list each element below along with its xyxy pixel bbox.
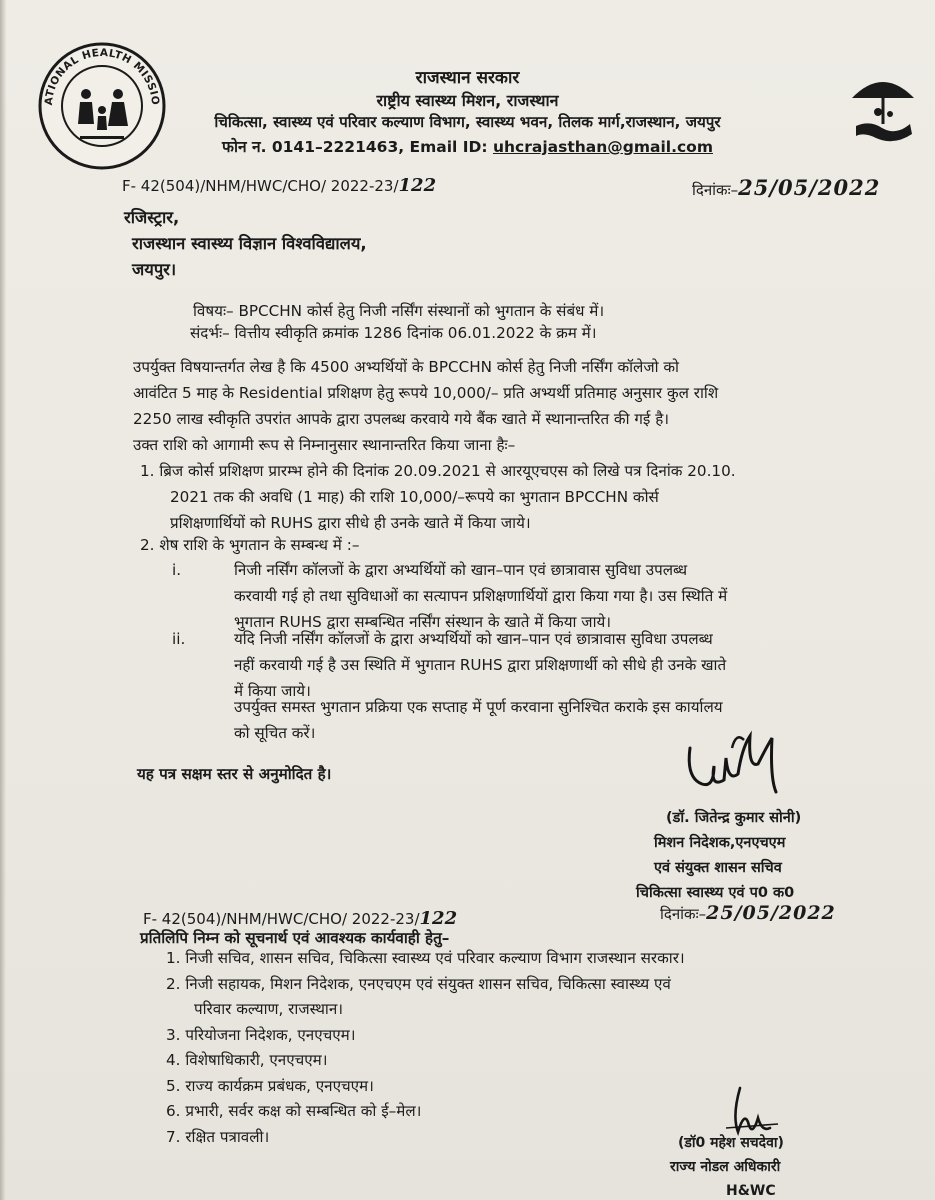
signature-mission-director [680,718,800,808]
addressee-line: रजिस्ट्रार, [124,208,180,227]
copy-ref [143,908,457,929]
point-1-line: 1. ब्रिज कोर्स प्रशिक्षण प्रारम्भ होने की दिनांक 20.09.2021 से आरयूएचएस को लिखे पत्र दिनांक 20.10. [140,462,736,480]
signatory-name: (डॉ. जितेन्द्र कुमार सोनी) [666,810,802,826]
sub-point-i-line: निजी नर्सिंग कॉलजों के द्वारा अभ्यर्थियों को खान–पान एवं छात्रावास सुविधा उपलब्ध [234,561,688,579]
point-1 [140,458,736,536]
letter-date-label: दिनांकः– [692,181,739,199]
copy-date-label: दिनांकः– [660,905,707,923]
header-mission: राष्ट्रीय स्वास्थ्य मिशन, राजस्थान [376,91,559,110]
header-email: uhcrajasthan@gmail.com [492,138,713,156]
sub-point-ii-line: यदि निजी नर्सिंग कॉलजों के द्वारा अभ्यर्थियों को खान–पान एवं छात्रावास सुविधा उपलब्ध [234,630,713,648]
point-1-line: 2021 तक की अवधि (1 माह) की राशि 10,000/–रूपये का भुगतान BPCCHN कोर्स [170,488,659,506]
letter-ref-handwritten: 122 [398,175,437,196]
sub-point-i-number: i. [172,561,182,579]
copy-ref-number: F- 42(504)/NHM/HWC/CHO/ 2022-23/ [143,910,420,928]
closing-line: उपर्युक्त समस्त भुगतान प्रक्रिया एक सप्ताह में पूर्ण करवाना सुनिश्चित कराके इस कार्यालय [234,698,723,716]
letter-ref [122,175,436,196]
copy-ref-handwritten: 122 [419,908,458,929]
signatory-designation: एवं संयुक्त शासन सचिव [654,860,782,876]
copy-signatory-designation: राज्य नोडल अधिकारी [670,1159,781,1175]
copy-signatory-unit: H&WC [726,1183,776,1199]
letter-date-handwritten: 25/05/2022 [738,175,881,200]
copy-list-item: 2. निजी सहायक, मिशन निदेशक, एनएचएम एवं संयुक्त शासन सचिव, चिकित्सा स्वास्थ्य एवं [166,974,671,993]
copy-date [660,902,836,924]
copy-list-item: 4. विशेषाधिकारी, एनएचएम। [166,1051,328,1069]
sub-point-ii-line: नहीं करवायी गई है उस स्थिति में भुगतान RUHS द्वारा प्रशिक्षणार्थी को सीधे ही उनके खाते [234,656,727,674]
addressee-line: जयपुर। [132,260,177,279]
copy-list-item: 6. प्रभारी, सर्वर कक्ष को सम्बन्धित को ई–मेल। [166,1102,422,1120]
copy-list-item: 5. राज्य कार्यक्रम प्रबंधक, एनएचएम। [166,1076,374,1095]
copy-date-handwritten: 25/05/2022 [706,902,836,924]
header-department: चिकित्सा, स्वास्थ्य एवं परिवार कल्याण विभाग, स्वास्थ्य भवन, तिलक मार्ग,राजस्थान, जयपुर [214,113,721,131]
sub-point-ii-line: में किया जाये। [234,682,311,700]
closing-paragraph [234,694,723,746]
sub-point-i-line: भुगतान RUHS द्वारा सम्बन्धित नर्सिंग संस्थान के खाते में किया जाये। [234,613,612,631]
intro-line: उपर्युक्त विषयान्तर्गत लेख है कि 4500 अभ्यर्थियों के BPCCHN कोर्स हेतु निजी नर्सिंग कॉलेजो को [133,358,679,376]
copy-list-item: परिवार कल्याण, राजस्थान। [194,1000,344,1018]
approval-note: यह पत्र सक्षम स्तर से अनुमोदित है। [137,765,332,783]
header-phone: फोन न. 0141–2221463, Email ID: [222,138,493,156]
signatory-designation: चिकित्सा स्वास्थ्य एवं प0 क0 [636,885,795,901]
header-contact [0,135,935,157]
intro-line: 2250 लाख स्वीकृति उपरांत आपके द्वारा उपलब्ध करवाये गये बैंक खाते में स्थानान्तरित की गई है। [133,410,670,428]
copy-list-item: 3. परियोजना निदेशक, एनएचएम। [166,1025,356,1044]
letter-ref-number: F- 42(504)/NHM/HWC/CHO/ 2022-23/ [122,177,399,195]
signatory-designation: मिशन निदेशक,एनएचएम [654,835,786,851]
sub-point-ii [234,626,726,704]
addressee-block [124,205,367,283]
copy-list [166,946,685,1150]
header-govt: राजस्थान सरकार [415,68,520,88]
reference-line: संदर्भः– वित्तीय स्वीकृति क्रमांक 1286 दिनांक 06.01.2022 के क्रम में। [190,324,597,342]
sub-point-ii-number: ii. [172,630,186,648]
copy-list-item: 7. रक्षित पत्रावली। [166,1127,270,1146]
copy-signatory-block [670,1131,784,1200]
point-1-line: प्रशिक्षणार्थियों को RUHS द्वारा सीधे ही उनके खाते में किया जाये। [170,514,531,532]
closing-line: को सूचित करें। [234,724,316,742]
copy-signatory-name: (डॉ0 महेश सचदेवा) [678,1135,784,1151]
copy-heading: प्रतिलिपि निम्न को सूचनार्थ एवं आवश्यक कार्यवाही हेतु– [140,929,450,947]
addressee-line: राजस्थान स्वास्थ्य विज्ञान विश्वविद्यालय, [132,234,367,253]
letter-date [692,175,880,200]
sub-point-i-line: करवायी गई हो तथा सुविधाओं का सत्यापन प्रशिक्षणार्थियों द्वारा किया गया है। उस स्थिति में [234,587,728,605]
sub-point-i [234,557,727,635]
signatory-block [636,806,802,906]
intro-paragraph [133,354,718,458]
subject-line: विषयः– BPCCHN कोर्स हेतु निजी नर्सिंग संस्थानों को भुगतान के संबंध में। [193,302,605,320]
intro-line: उक्त राशि को आगामी रूप से निम्नानुसार स्थानान्तरित किया जाना हैः– [133,436,516,454]
nhm-logo-text: ATIONAL HEALTH MISSIO [42,46,162,106]
point-2: 2. शेष राशि के भुगतान के सम्बन्ध में :– [140,536,360,554]
scan-edge-shadow [0,0,6,1200]
intro-line: आवंटित 5 माह के Residential प्रशिक्षण हेतु रूपये 10,000/– प्रति अभ्यर्थी प्रतिमाह अनुसार कुल राशि [133,384,719,402]
copy-list-item: 1. निजी सचिव, शासन सचिव, चिकित्सा स्वास्थ्य एवं परिवार कल्याण विभाग राजस्थान सरकार। [166,949,685,967]
